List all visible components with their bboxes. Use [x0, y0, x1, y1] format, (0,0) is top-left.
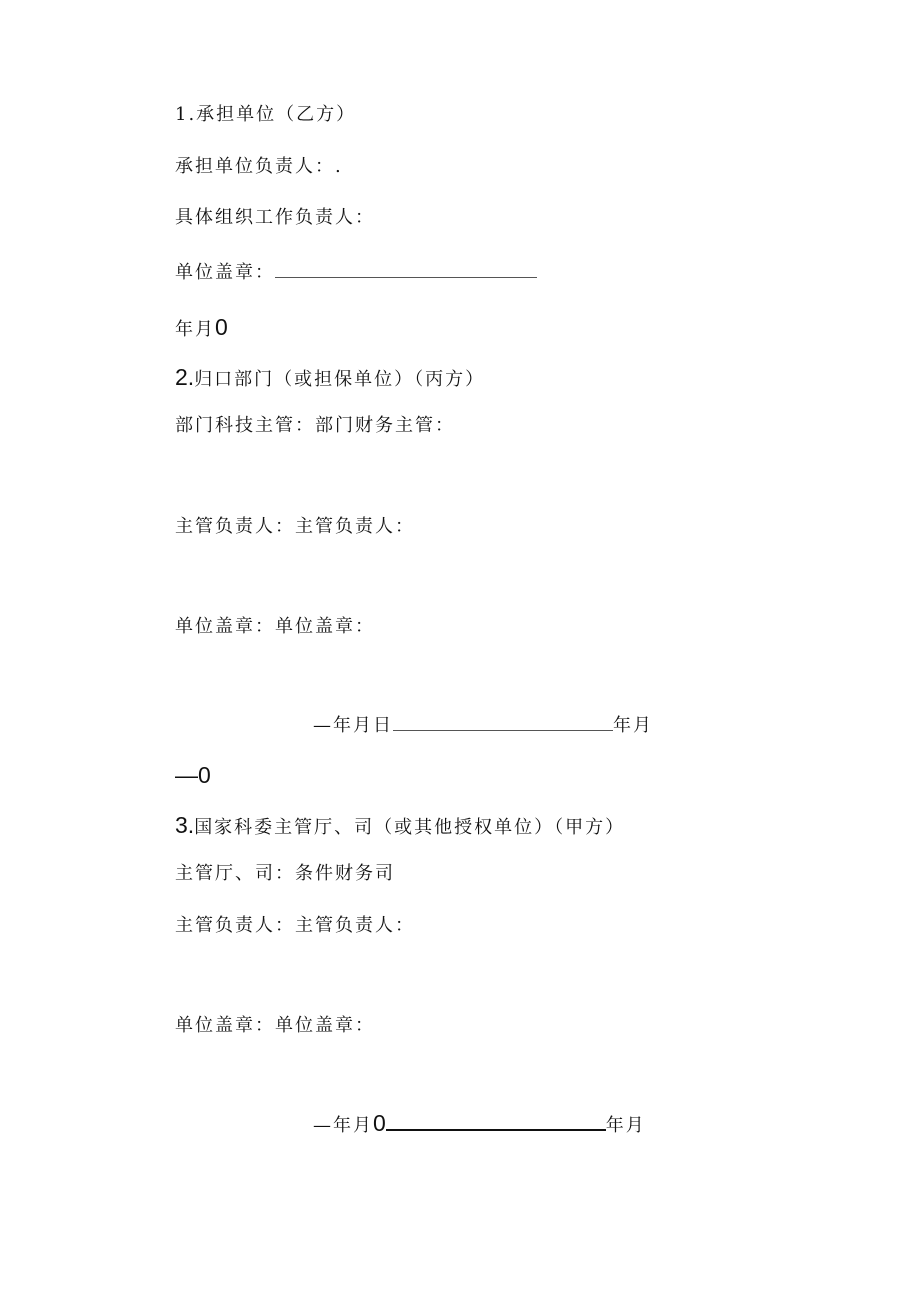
section1-seal-row	[175, 261, 537, 285]
section2-supervisors: 部门科技主管：部门财务主管：	[175, 415, 455, 436]
section3-heading: 国家科委主管厅、司（或其他授权单位）（甲方）	[194, 817, 626, 838]
date-blank-line-thick[interactable]	[386, 1111, 606, 1131]
section3-depts: 主管厅、司：条件财务司	[175, 863, 395, 884]
section2-heading-row	[175, 365, 485, 392]
section2-date-left: —年月日	[313, 715, 393, 736]
section1-date-text: 年月	[175, 319, 215, 340]
section3-number: 3.	[175, 812, 195, 838]
section2-seals: 单位盖章：单位盖章：	[175, 616, 375, 637]
section3-date-right: 年月	[605, 1115, 646, 1136]
section1-organizer: 具体组织工作负责人：	[175, 207, 375, 228]
section1-date-zero: 0	[215, 314, 228, 340]
date-blank-line[interactable]	[393, 716, 613, 731]
section3-seals: 单位盖章：单位盖章：	[175, 1015, 375, 1036]
section3-date-row	[313, 1111, 646, 1138]
seal-blank-line[interactable]	[275, 263, 537, 278]
section3-heading-row	[175, 813, 625, 840]
section1-date	[175, 315, 228, 342]
section3-leaders: 主管负责人：主管负责人：	[175, 915, 415, 936]
section2-date-row	[313, 714, 653, 738]
section2-heading: 归口部门（或担保单位）（丙方）	[194, 369, 486, 390]
section2-date-tail: —0	[175, 762, 211, 788]
section2-date-right: 年月	[613, 715, 653, 736]
section1-heading: 1.承担单位（乙方）	[175, 104, 357, 125]
section1-seal-label: 单位盖章：	[175, 262, 275, 283]
section1-leader: 承担单位负责人：.	[175, 156, 343, 177]
section2-leaders: 主管负责人：主管负责人：	[175, 516, 415, 537]
section3-date-zero: 0	[373, 1110, 386, 1136]
section3-date-left: —年月	[313, 1115, 373, 1136]
section2-number: 2.	[175, 364, 195, 390]
